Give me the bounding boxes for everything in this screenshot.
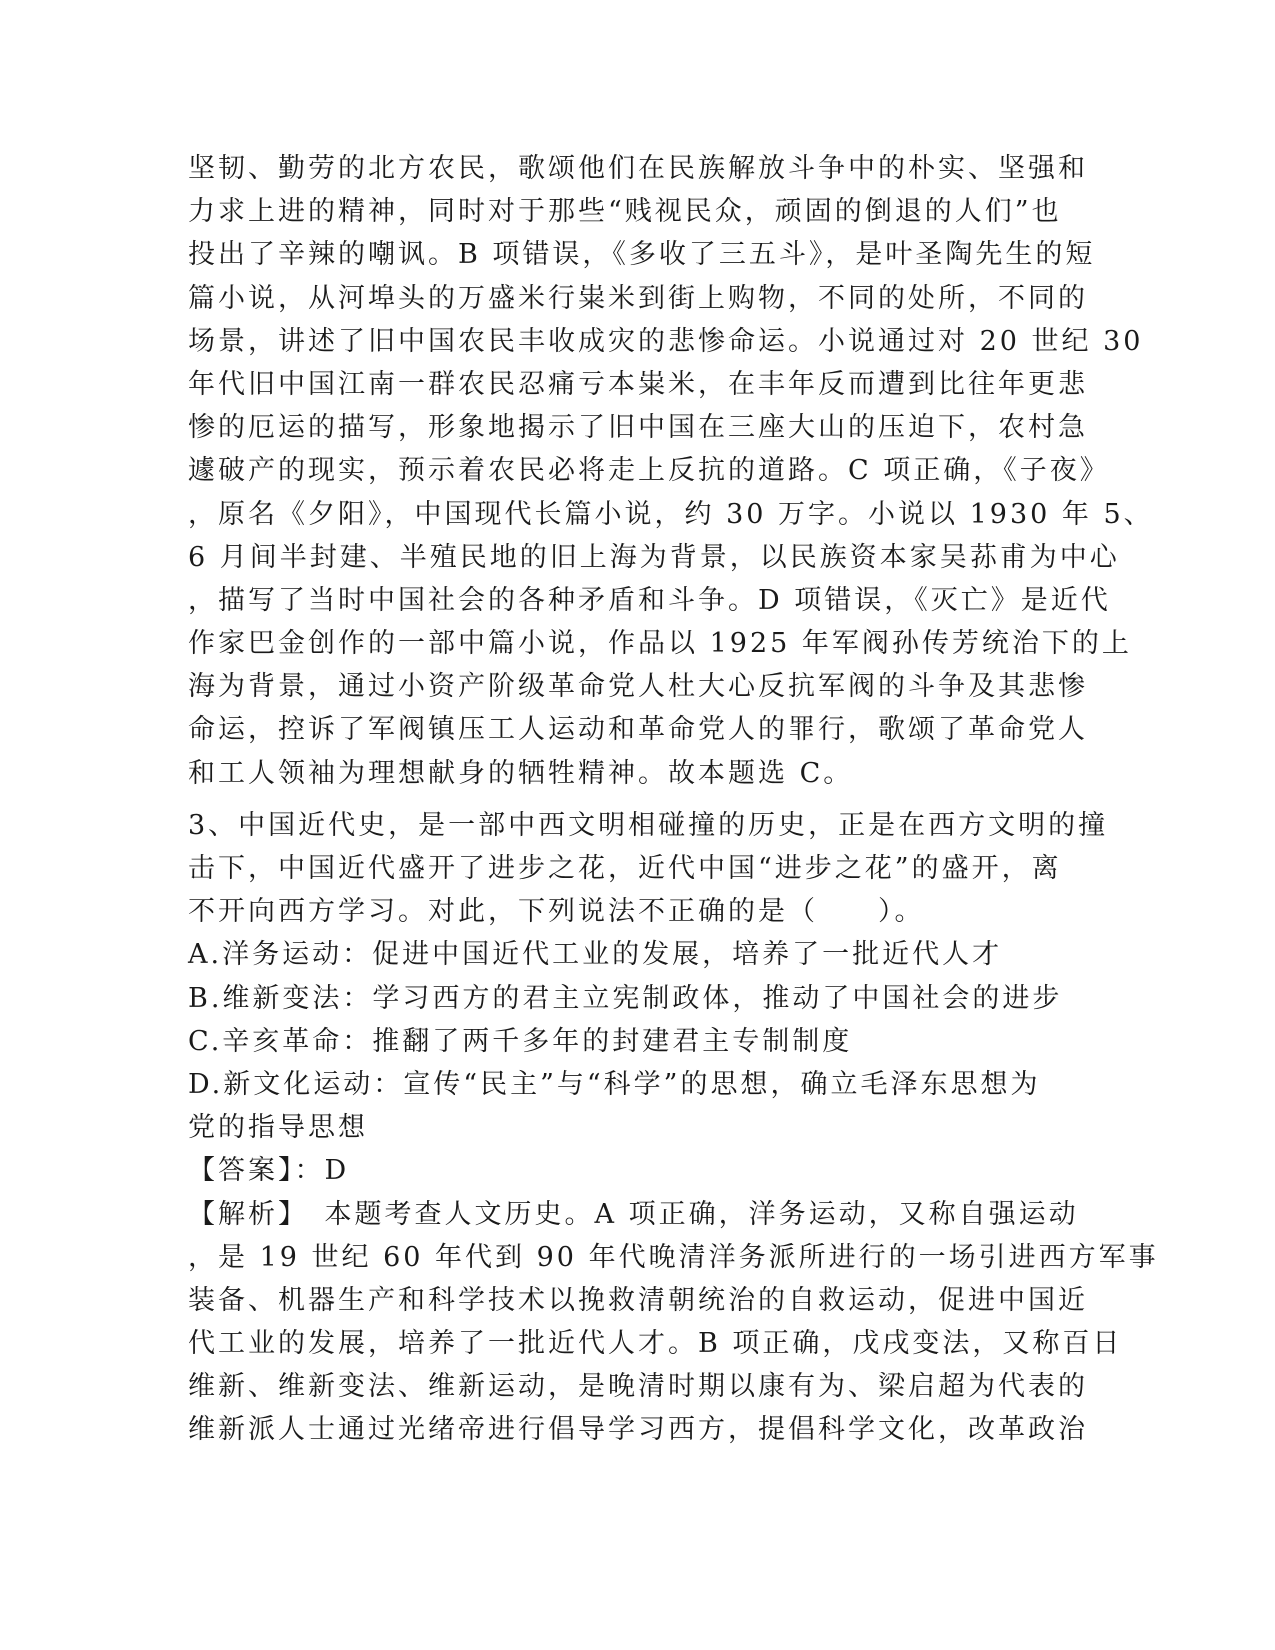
option-d: D.新文化运动：宣传“民主”与“科学”的思想，确立毛泽东思想为: [188, 1068, 1041, 1100]
analysis-line: 维新、维新变法、维新运动，是晚清时期以康有为、梁启超为代表的: [188, 1371, 1088, 1403]
analysis-line: 【解析】 本题考查人文历史。A 项正确，洋务运动，又称自强运动: [188, 1198, 1079, 1230]
text-line: 和工人领袖为理想献身的牺牲精神。故本题选 C。: [188, 757, 854, 789]
text-line: 场景，讲述了旧中国农民丰收成灾的悲惨命运。小说通过对 20 世纪 30: [188, 325, 1144, 357]
text-line: ，原名《夕阳》，中国现代长篇小说，约 30 万字。小说以 1930 年 5、: [188, 498, 1154, 530]
option-a: A.洋务运动：促进中国近代工业的发展，培养了一批近代人才: [188, 939, 1003, 971]
question-stem-line: 击下，中国近代盛开了进步之花，近代中国“进步之花”的盛开，离: [188, 853, 1062, 884]
answer-line: 【答案】：D: [188, 1155, 350, 1187]
text-line: ，描写了当时中国社会的各种矛盾和斗争。D 项错误，《灭亡》是近代: [188, 584, 1111, 616]
option-c: C.辛亥革命：推翻了两千多年的封建君主专制制度: [188, 1025, 853, 1057]
analysis-line: 代工业的发展，培养了一批近代人才。B 项正确，戊戌变法，又称百日: [188, 1328, 1123, 1360]
text-line: 海为背景，通过小资产阶级革命党人杜大心反抗军阀的斗争及其悲惨: [188, 671, 1088, 703]
option-d-continued: 党的指导思想: [188, 1112, 368, 1144]
analysis-line: 装备、机器生产和科学技术以挽救清朝统治的自救运动，促进中国近: [188, 1284, 1088, 1316]
question-stem-line: 不开向西方学习。对此，下列说法不正确的是（ ）。: [188, 896, 925, 928]
text-line: 年代旧中国江南一群农民忍痛亏本粜米，在丰年反而遭到比往年更悲: [188, 368, 1088, 400]
text-line: 遽破产的现实，预示着农民必将走上反抗的道路。C 项正确，《子夜》: [188, 455, 1110, 487]
text-line: 命运，控诉了军阀镇压工人运动和革命党人的罪行，歌颂了革命党人: [188, 714, 1088, 746]
option-b: B.维新变法：学习西方的君主立宪制政体，推动了中国社会的进步: [188, 982, 1063, 1014]
explanation-paragraph: [188, 147, 1154, 795]
text-line: 惨的厄运的描写，形象地揭示了旧中国在三座大山的压迫下，农村急: [188, 412, 1088, 444]
document-body: [188, 147, 1159, 1452]
question-stem-line: 3、中国近代史，是一部中西文明相碰撞的历史，正是在西方文明的撞: [188, 809, 1109, 841]
text-line: 篇小说，从河埠头的万盛米行粜米到街上购物，不同的处所，不同的: [188, 282, 1088, 314]
text-line: 坚韧、勤劳的北方农民，歌颂他们在民族解放斗争中的朴实、坚强和: [188, 153, 1088, 184]
text-line: 6 月间半封建、半殖民地的旧上海为背景，以民族资本家吴荪甫为中心: [188, 541, 1120, 573]
question-3-block: [188, 804, 1159, 1452]
paragraph-gap: [188, 795, 1088, 804]
text-line: 作家巴金创作的一部中篇小说，作品以 1925 年军阀孙传芳统治下的上: [188, 628, 1132, 660]
text-line: 投出了辛辣的嘲讽。B 项错误，《多收了三五斗》，是叶圣陶先生的短: [188, 239, 1096, 271]
analysis-line: 维新派人士通过光绪帝进行倡导学习西方，提倡科学文化，改革政治: [188, 1414, 1088, 1446]
text-line: 力求上进的精神，同时对于那些“贱视民众，顽固的倒退的人们”也: [188, 196, 1062, 228]
analysis-line: ，是 19 世纪 60 年代到 90 年代晚清洋务派所进行的一场引进西方军事: [188, 1241, 1159, 1273]
